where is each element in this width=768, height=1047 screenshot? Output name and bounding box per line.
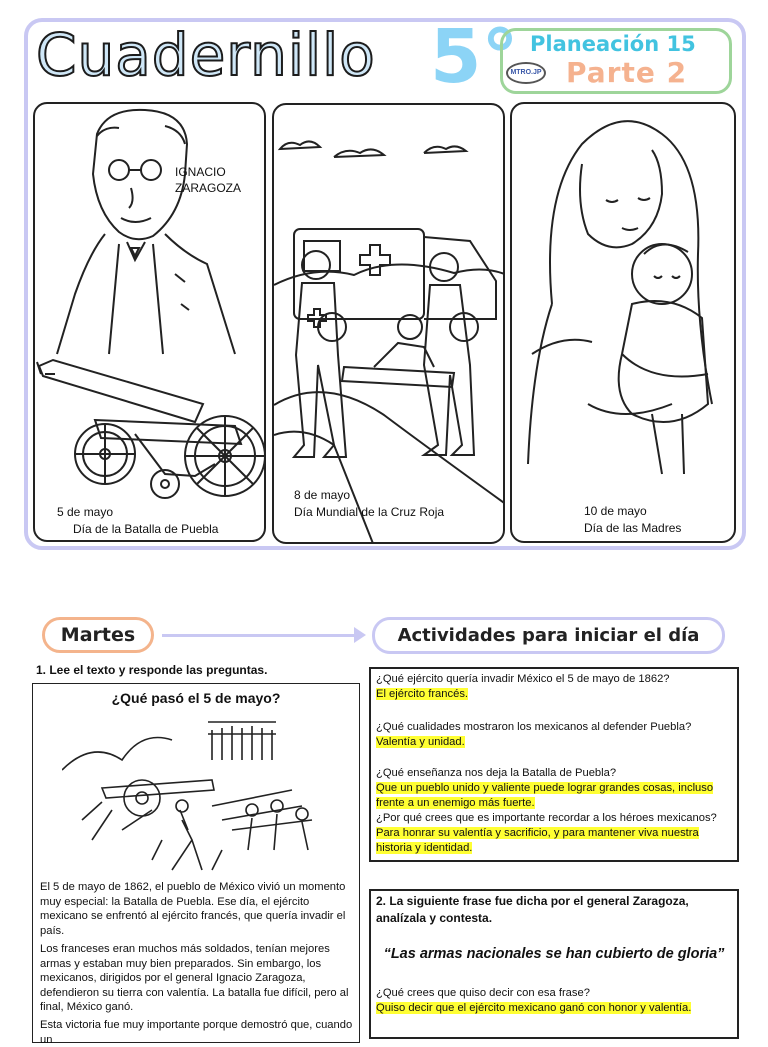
activity2-answer — [376, 1001, 732, 1016]
grade-label: 5° — [430, 14, 519, 100]
logo: MTRO.JP — [506, 62, 546, 84]
answer-3 — [376, 781, 732, 810]
plan-part: Parte 2 — [566, 56, 688, 89]
portrait-name-line2: ZARAGOZA — [175, 181, 242, 195]
notebook-title: Cuadernillo — [36, 21, 376, 89]
question-1: ¿Qué ejército quería invadir México el 5 de mayo de 1862? — [376, 673, 670, 685]
red-cross-illustration — [274, 105, 505, 544]
answer-2-text: Valentía y unidad. — [376, 736, 465, 748]
answer-1-text: El ejército francés. — [376, 688, 469, 700]
battle-illustration — [62, 710, 332, 875]
zaragoza-cannon-illustration — [35, 104, 266, 542]
panel-batalla-puebla — [33, 102, 266, 542]
panel1-event: Día de la Batalla de Puebla — [73, 522, 219, 536]
panel2-event: Día Mundial de la Cruz Roja — [294, 505, 445, 519]
story-title: ¿Qué pasó el 5 de mayo? — [111, 690, 281, 706]
question-4: ¿Por qué crees que es importante recordar a los héroes mexicanos? — [376, 812, 717, 824]
activity2-heading: 2. La siguiente frase fue dicha por el general Zaragoza, analízala y contesta. — [376, 894, 689, 925]
activity2-answer-text: Quiso decir que el ejército mexicano ganó con honor y valentía. — [376, 1002, 692, 1014]
panel3-date: 10 de mayo — [584, 504, 647, 518]
portrait-name-line1: IGNACIO — [175, 165, 226, 179]
question-2: ¿Qué cualidades mostraron los mexicanos al defender Puebla? — [376, 721, 692, 733]
answer-4 — [376, 826, 732, 855]
zaragoza-quote: “Las armas nacionales se han cubierto de gloria” — [383, 946, 725, 962]
story-paragraph-3: Esta victoria fue muy importante porque demostró que, cuando un — [40, 1019, 353, 1046]
arrow-right-icon — [354, 627, 366, 643]
arrow-line — [162, 634, 358, 637]
question-3: ¿Qué enseñanza nos deja la Batalla de Puebla? — [376, 767, 617, 779]
panel-cruz-roja — [272, 103, 505, 544]
panel3-event: Día de las Madres — [584, 521, 682, 535]
panel2-date: 8 de mayo — [294, 488, 351, 502]
answer-3-text: Que un pueblo unido y valiente puede lograr grandes cosas, incluso frente a un enemigo más fuerte. — [376, 782, 714, 809]
activity2-question: ¿Qué crees que quiso decir con esa frase? — [376, 987, 590, 999]
panel1-date: 5 de mayo — [57, 505, 114, 519]
plan-label: Planeación 15 — [530, 32, 696, 56]
activities-label: Actividades para iniciar el día — [372, 617, 725, 654]
activity1-heading: 1. Lee el texto y responde las preguntas. — [36, 663, 268, 677]
day-label: Martes — [42, 617, 154, 653]
mother-child-illustration — [512, 104, 736, 543]
answer-1 — [376, 687, 732, 702]
story-paragraph-1: El 5 de mayo de 1862, el pueblo de México vivió un momento muy especial: la Batalla de Puebla. Ese día, el ejército mexicano se enfrentó al ejército francés, que quería invadir el país. — [40, 881, 346, 937]
answer-4-text: Para honrar su valentía y sacrificio, y para mantener viva nuestra historia y identidad. — [376, 827, 699, 854]
answer-2 — [376, 735, 732, 750]
story-paragraph-2: Los franceses eran muchos más soldados, tenían mejores armas y estaban muy bien preparados. Sin embargo, los mexicanos, dirigidos por el general Ignacio Zaragoza, defendieron su tierra con valentía. La batalla fue difícil, pero al final, México ganó. — [40, 943, 349, 1013]
panel-dia-madres — [510, 102, 736, 543]
